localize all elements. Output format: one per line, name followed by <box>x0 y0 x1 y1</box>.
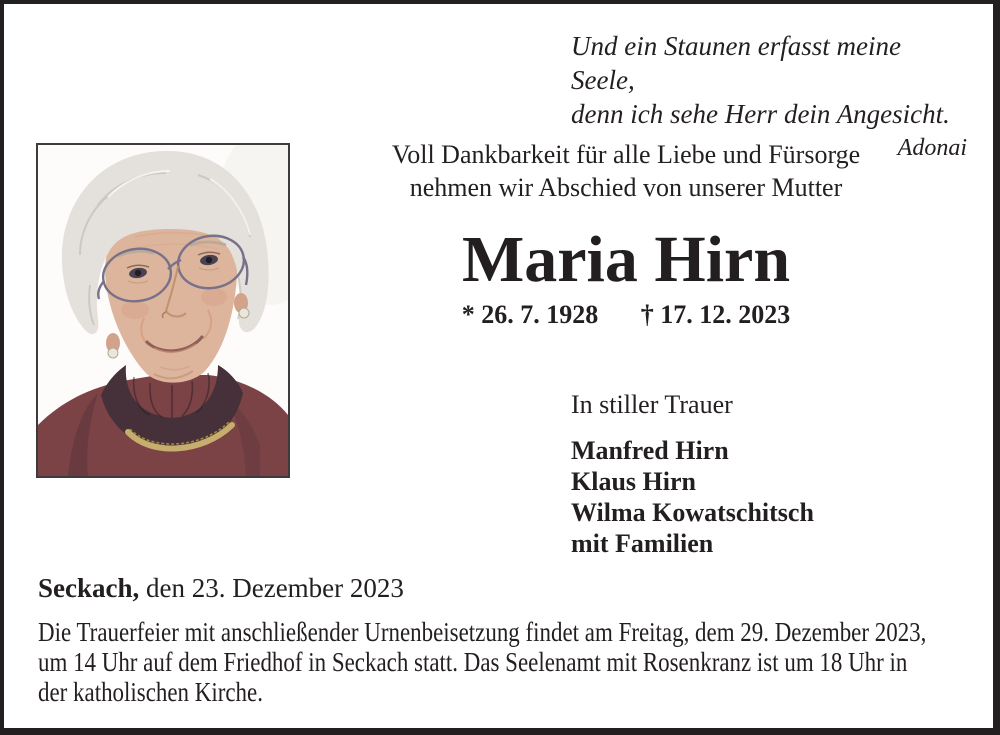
mourner-1: Manfred Hirn <box>571 436 729 465</box>
intro-line-2: nehmen wir Abschied von unserer Mutter <box>409 173 843 202</box>
deceased-name: Maria Hirn <box>461 223 791 296</box>
death-date: † 17. 12. 2023 <box>640 300 791 329</box>
mourner-4: mit Familien <box>571 529 714 558</box>
verse-attribution: Adonai <box>897 135 967 161</box>
birth-date: * 26. 7. 1928 <box>461 300 599 329</box>
dateline-place: Seckach, <box>38 573 140 603</box>
mourner-3: Wilma Kowatschitsch <box>571 498 814 527</box>
life-dates <box>356 300 896 330</box>
dateline-date: den 23. Dezember 2023 <box>139 573 404 603</box>
intro-text <box>356 138 896 204</box>
funeral-details-line-1: Die Trauerfeier mit anschließender Urnenbeisetzung findet am Freitag, dem 29. Dezember 2023, <box>38 617 927 647</box>
verse-line-2: denn ich sehe Herr dein Angesicht. <box>571 99 950 129</box>
announcement-column <box>356 4 896 330</box>
deceased-portrait-photo <box>36 143 290 478</box>
mourners-list <box>571 435 931 559</box>
dateline <box>38 572 404 604</box>
mourner-2: Klaus Hirn <box>571 467 696 496</box>
intro-line-1: Voll Dankbarkeit für alle Liebe und Fürsorge <box>391 140 861 169</box>
portrait-illustration <box>38 145 288 476</box>
mourning-heading: In stiller Trauer <box>571 390 733 419</box>
funeral-details <box>38 617 998 707</box>
funeral-details-line-2: um 14 Uhr auf dem Friedhof in Seckach statt. Das Seelenamt mit Rosenkranz ist um 18 Uhr in <box>38 647 908 677</box>
mourning-block <box>571 389 931 559</box>
verse-line-1: Und ein Staunen erfasst meine Seele, <box>571 31 901 95</box>
funeral-details-line-3: der katholischen Kirche. <box>38 677 263 707</box>
